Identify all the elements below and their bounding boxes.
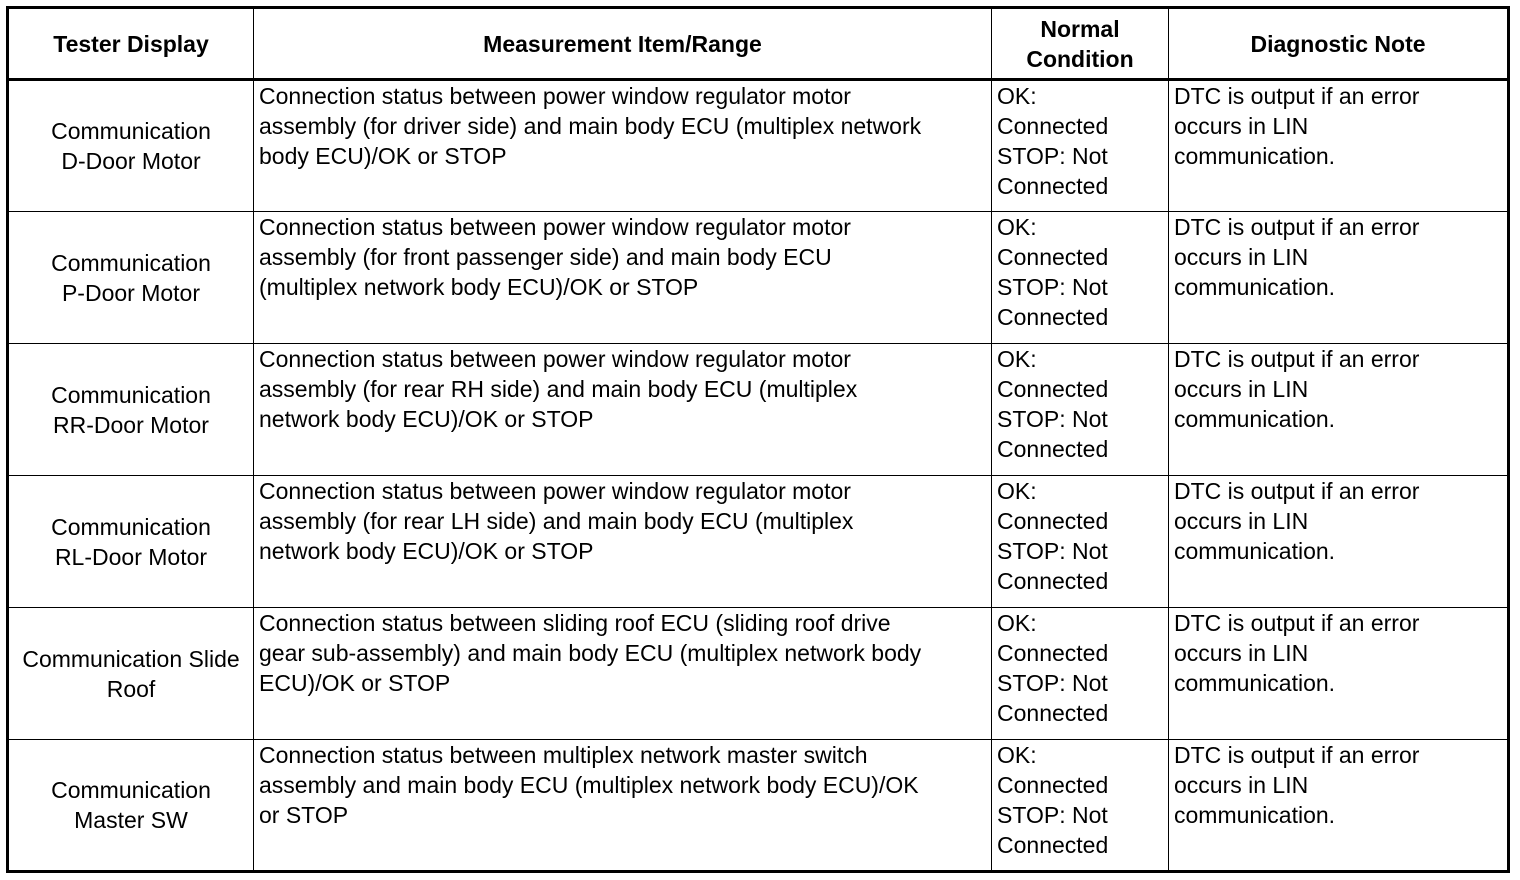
normal-condition-line: Connected: [997, 244, 1109, 270]
normal-condition-line: Connected: [997, 508, 1109, 534]
tester-display-cell: [8, 80, 254, 212]
tester-display-cell: [8, 740, 254, 872]
diagnostic-note-line: communication.: [1174, 670, 1336, 696]
diagnostic-note-line: communication.: [1174, 143, 1336, 169]
diagnostic-note-line: occurs in LIN: [1174, 508, 1309, 534]
normal-condition-line: OK:: [997, 478, 1037, 504]
normal-condition-line: Connected: [997, 568, 1109, 594]
measurement-line: body ECU)/OK or STOP: [259, 143, 507, 169]
measurement-cell: [254, 344, 992, 476]
table-row: [8, 212, 1509, 344]
table-row: [8, 344, 1509, 476]
measurement-line: network body ECU)/OK or STOP: [259, 406, 594, 432]
normal-condition-line: OK:: [997, 214, 1037, 240]
diagnostic-note-cell: [1169, 80, 1509, 212]
tester-display-line: Communication Slide: [22, 645, 240, 672]
tester-display-line: Communication: [51, 513, 211, 540]
header-diagnostic-note: [1169, 8, 1509, 80]
normal-condition-line: Connected: [997, 640, 1109, 666]
diagnostic-note-cell: [1169, 476, 1509, 608]
measurement-line: (multiplex network body ECU)/OK or STOP: [259, 274, 699, 300]
measurement-line: network body ECU)/OK or STOP: [259, 538, 594, 564]
normal-condition-line: STOP: Not: [997, 802, 1108, 828]
header-diagnostic-note-label: Diagnostic Note: [1250, 30, 1426, 57]
tester-display-line: RL-Door Motor: [54, 543, 208, 570]
diagnostic-note-line: DTC is output if an error: [1174, 83, 1420, 109]
tester-display-line: P-Door Motor: [61, 279, 201, 306]
normal-condition-cell: [992, 608, 1169, 740]
normal-condition-line: OK:: [997, 346, 1037, 372]
normal-condition-cell: [992, 344, 1169, 476]
measurement-line: ECU)/OK or STOP: [259, 670, 451, 696]
diagnostic-note-line: DTC is output if an error: [1174, 610, 1420, 636]
tester-display-line: Communication: [51, 118, 211, 144]
diagnostic-note-line: occurs in LIN: [1174, 640, 1309, 666]
normal-condition-line: Connected: [997, 772, 1109, 798]
tester-display-cell: [8, 608, 254, 740]
diagnostic-note-line: occurs in LIN: [1174, 772, 1309, 798]
table-row: [8, 80, 1509, 212]
tester-display-line: Master SW: [74, 807, 188, 833]
normal-condition-cell: [992, 740, 1169, 872]
normal-condition-line: STOP: Not: [997, 538, 1108, 564]
diagnostic-note-line: communication.: [1174, 538, 1336, 564]
normal-condition-line: Connected: [997, 376, 1109, 402]
tester-display-line: D-Door Motor: [61, 148, 201, 174]
measurement-line: assembly (for rear RH side) and main body ECU (multiplex: [259, 376, 858, 402]
table-row: [8, 740, 1509, 872]
normal-condition-line: Connected: [997, 832, 1109, 858]
measurement-line: Connection status between power window regulator motor: [259, 346, 851, 372]
diagnostic-note-line: DTC is output if an error: [1174, 214, 1420, 240]
diagnostic-note-cell: [1169, 344, 1509, 476]
tester-display-line: Communication: [51, 249, 211, 276]
normal-condition-line: STOP: Not: [997, 670, 1108, 696]
diagnostic-note-line: communication.: [1174, 802, 1336, 828]
measurement-line: assembly (for front passenger side) and main body ECU: [259, 244, 832, 270]
diagnostic-note-cell: [1169, 212, 1509, 344]
normal-condition-line: Connected: [997, 304, 1109, 330]
diagnostic-note-line: communication.: [1174, 274, 1336, 300]
measurement-line: or STOP: [259, 802, 349, 828]
diagnostic-note-line: occurs in LIN: [1174, 376, 1309, 402]
normal-condition-line: Connected: [997, 173, 1109, 199]
measurement-line: Connection status between power window regulator motor: [259, 83, 851, 109]
normal-condition-line: STOP: Not: [997, 143, 1108, 169]
measurement-line: Connection status between sliding roof ECU (sliding roof drive: [259, 610, 891, 636]
measurement-cell: [254, 80, 992, 212]
tester-display-line: Roof: [106, 675, 156, 702]
measurement-cell: [254, 740, 992, 872]
diagnostic-note-cell: [1169, 608, 1509, 740]
measurement-line: Connection status between power window regulator motor: [259, 214, 851, 240]
diagnostic-note-line: DTC is output if an error: [1174, 742, 1420, 768]
normal-condition-cell: [992, 212, 1169, 344]
tester-display-cell: [8, 344, 254, 476]
measurement-line: gear sub-assembly) and main body ECU (multiplex network body: [259, 640, 922, 666]
tester-display-line: Communication: [51, 777, 211, 803]
table-row: [8, 476, 1509, 608]
normal-condition-cell: [992, 476, 1169, 608]
data-list-table: [6, 6, 1510, 873]
header-tester-display: [8, 8, 254, 80]
diagnostic-note-line: communication.: [1174, 406, 1336, 432]
normal-condition-line: Connected: [997, 436, 1109, 462]
diagnostic-note-line: DTC is output if an error: [1174, 346, 1420, 372]
measurement-line: Connection status between power window regulator motor: [259, 478, 851, 504]
tester-display-cell: [8, 212, 254, 344]
table-row: [8, 608, 1509, 740]
normal-condition-line: Connected: [997, 700, 1109, 726]
measurement-line: Connection status between multiplex network master switch: [259, 742, 868, 768]
tester-display-cell: [8, 476, 254, 608]
header-row: [8, 8, 1509, 80]
diagnostic-note-line: occurs in LIN: [1174, 113, 1309, 139]
tester-display-line: RR-Door Motor: [53, 411, 209, 438]
header-normal-label-line2: Condition: [1026, 45, 1134, 72]
diagnostic-note-line: occurs in LIN: [1174, 244, 1309, 270]
measurement-line: assembly and main body ECU (multiplex network body ECU)/OK: [259, 772, 919, 798]
header-tester-display-label: Tester Display: [53, 30, 209, 57]
normal-condition-line: OK:: [997, 742, 1037, 768]
normal-condition-cell: [992, 80, 1169, 212]
normal-condition-line: OK:: [997, 610, 1037, 636]
diagnostic-note-cell: [1169, 740, 1509, 872]
normal-condition-line: STOP: Not: [997, 406, 1108, 432]
header-measurement: [254, 8, 992, 80]
normal-condition-line: OK:: [997, 83, 1037, 109]
measurement-cell: [254, 476, 992, 608]
header-normal-label-line1: Normal: [1040, 15, 1120, 42]
header-measurement-label: Measurement Item/Range: [483, 30, 762, 57]
diagnostic-note-line: DTC is output if an error: [1174, 478, 1420, 504]
measurement-cell: [254, 608, 992, 740]
normal-condition-line: STOP: Not: [997, 274, 1108, 300]
tester-display-line: Communication: [51, 381, 211, 408]
measurement-line: assembly (for driver side) and main body ECU (multiplex network: [259, 113, 922, 139]
normal-condition-line: Connected: [997, 113, 1109, 139]
measurement-line: assembly (for rear LH side) and main body ECU (multiplex: [259, 508, 854, 534]
measurement-cell: [254, 212, 992, 344]
header-normal-condition: [992, 8, 1169, 80]
